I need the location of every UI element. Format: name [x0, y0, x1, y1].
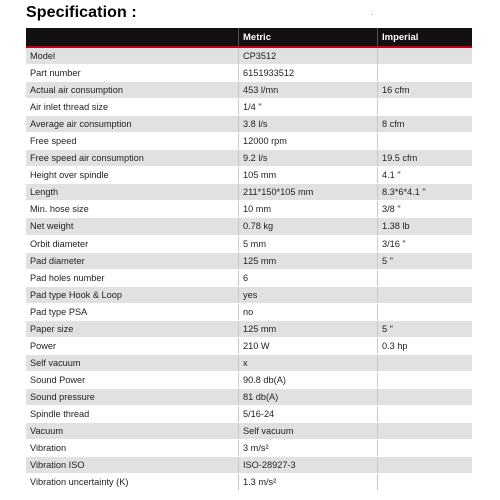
metric-cell: 90.8 db(A) — [238, 372, 377, 388]
property-cell: Min. hose size — [30, 204, 89, 215]
table-row — [26, 65, 472, 82]
table-row — [26, 150, 472, 167]
imperial-cell — [377, 474, 472, 490]
imperial-cell: 1.38 lb — [377, 218, 472, 234]
metric-cell: 9.2 l/s — [238, 150, 377, 166]
imperial-cell — [377, 440, 472, 456]
table-row — [26, 253, 472, 270]
metric-cell: 5/16-24 — [238, 406, 377, 422]
property-cell: Orbit diameter — [30, 238, 89, 249]
property-cell: Actual air consumption — [30, 85, 123, 96]
table-body — [26, 48, 472, 491]
imperial-cell — [377, 99, 472, 115]
metric-cell: 453 l/mn — [238, 82, 377, 98]
header-imperial: Imperial — [377, 28, 472, 46]
imperial-cell — [377, 65, 472, 81]
property-cell: Free speed air consumption — [30, 153, 144, 164]
imperial-cell — [377, 457, 472, 473]
metric-cell: 0.78 kg — [238, 218, 377, 234]
metric-cell: 125 mm — [238, 253, 377, 269]
property-cell: Vibration ISO — [30, 460, 85, 471]
property-cell: Self vacuum — [30, 357, 81, 368]
table-row — [26, 184, 472, 201]
imperial-cell: 3/16 " — [377, 236, 472, 252]
imperial-cell: 19.5 cfm — [377, 150, 472, 166]
property-cell: Length — [30, 187, 59, 198]
table-row — [26, 82, 472, 99]
property-cell: Free speed — [30, 136, 77, 147]
stray-dot — [372, 14, 373, 15]
property-cell: Air inlet thread size — [30, 102, 109, 113]
table-row — [26, 116, 472, 133]
metric-cell: x — [238, 355, 377, 371]
imperial-cell — [377, 372, 472, 388]
table-row — [26, 201, 472, 218]
property-cell: Net weight — [30, 221, 74, 232]
metric-cell: ISO-28927-3 — [238, 457, 377, 473]
property-cell: Vacuum — [30, 426, 64, 437]
table-row — [26, 236, 472, 253]
table-row — [26, 218, 472, 235]
page-title: Specification : — [26, 4, 137, 21]
property-cell: Sound pressure — [30, 391, 95, 402]
property-cell: Pad holes number — [30, 272, 105, 283]
table-row — [26, 99, 472, 116]
metric-cell: 12000 rpm — [238, 133, 377, 149]
metric-cell: 1/4 " — [238, 99, 377, 115]
table-row — [26, 355, 472, 372]
property-cell: Paper size — [30, 323, 74, 334]
imperial-cell — [377, 133, 472, 149]
header-property — [26, 28, 238, 46]
property-cell: Power — [30, 340, 57, 351]
metric-cell: 3.8 l/s — [238, 116, 377, 132]
metric-cell: 5 mm — [238, 236, 377, 252]
table-row — [26, 457, 472, 474]
spec-table — [26, 28, 472, 491]
metric-cell: yes — [238, 287, 377, 303]
imperial-cell — [377, 389, 472, 405]
property-cell: Pad type Hook & Loop — [30, 289, 122, 300]
table-row — [26, 423, 472, 440]
table-row — [26, 287, 472, 304]
property-cell: Part number — [30, 68, 81, 79]
table-row — [26, 440, 472, 457]
property-cell: Pad diameter — [30, 255, 85, 266]
imperial-cell — [377, 48, 472, 64]
metric-cell: 211*150*105 mm — [238, 184, 377, 200]
metric-cell: CP3512 — [238, 48, 377, 64]
table-row — [26, 389, 472, 406]
imperial-cell — [377, 287, 472, 303]
metric-cell: 6151933512 — [238, 65, 377, 81]
table-row — [26, 338, 472, 355]
table-header — [26, 28, 472, 48]
imperial-cell — [377, 270, 472, 286]
metric-cell: 105 mm — [238, 167, 377, 183]
imperial-cell — [377, 304, 472, 320]
metric-cell: 81 db(A) — [238, 389, 377, 405]
imperial-cell: 16 cfm — [377, 82, 472, 98]
imperial-cell: 4.1 " — [377, 167, 472, 183]
metric-cell: Self vacuum — [238, 423, 377, 439]
imperial-cell: 5 " — [377, 253, 472, 269]
imperial-cell — [377, 423, 472, 439]
property-cell: Model — [30, 51, 56, 62]
table-row — [26, 48, 472, 65]
property-cell: Sound Power — [30, 374, 86, 385]
property-cell: Vibration — [30, 443, 67, 454]
table-row — [26, 406, 472, 423]
metric-cell: 10 mm — [238, 201, 377, 217]
header-metric: Metric — [238, 28, 377, 46]
table-row — [26, 133, 472, 150]
imperial-cell: 8 cfm — [377, 116, 472, 132]
metric-cell: 125 mm — [238, 321, 377, 337]
property-cell: Spindle thread — [30, 409, 90, 419]
imperial-cell: 8.3*6*4.1 " — [377, 184, 472, 200]
imperial-cell — [377, 355, 472, 371]
property-cell: Height over spindle — [30, 170, 109, 181]
table-row — [26, 304, 472, 321]
property-cell: Average air consumption — [30, 119, 132, 130]
table-row — [26, 474, 472, 491]
table-row — [26, 270, 472, 287]
metric-cell: no — [238, 304, 377, 320]
imperial-cell: 5 " — [377, 321, 472, 337]
imperial-cell — [377, 406, 472, 422]
metric-cell: 6 — [238, 270, 377, 286]
metric-cell: 3 m/s² — [238, 440, 377, 456]
property-cell: Vibration uncertainty (K) — [30, 477, 129, 488]
table-row — [26, 372, 472, 389]
property-cell: Pad type PSA — [30, 306, 88, 317]
metric-cell: 1.3 m/s² — [238, 474, 377, 490]
imperial-cell: 3/8 " — [377, 201, 472, 217]
table-row — [26, 167, 472, 184]
table-row — [26, 321, 472, 338]
imperial-cell: 0.3 hp — [377, 338, 472, 354]
metric-cell: 210 W — [238, 338, 377, 354]
